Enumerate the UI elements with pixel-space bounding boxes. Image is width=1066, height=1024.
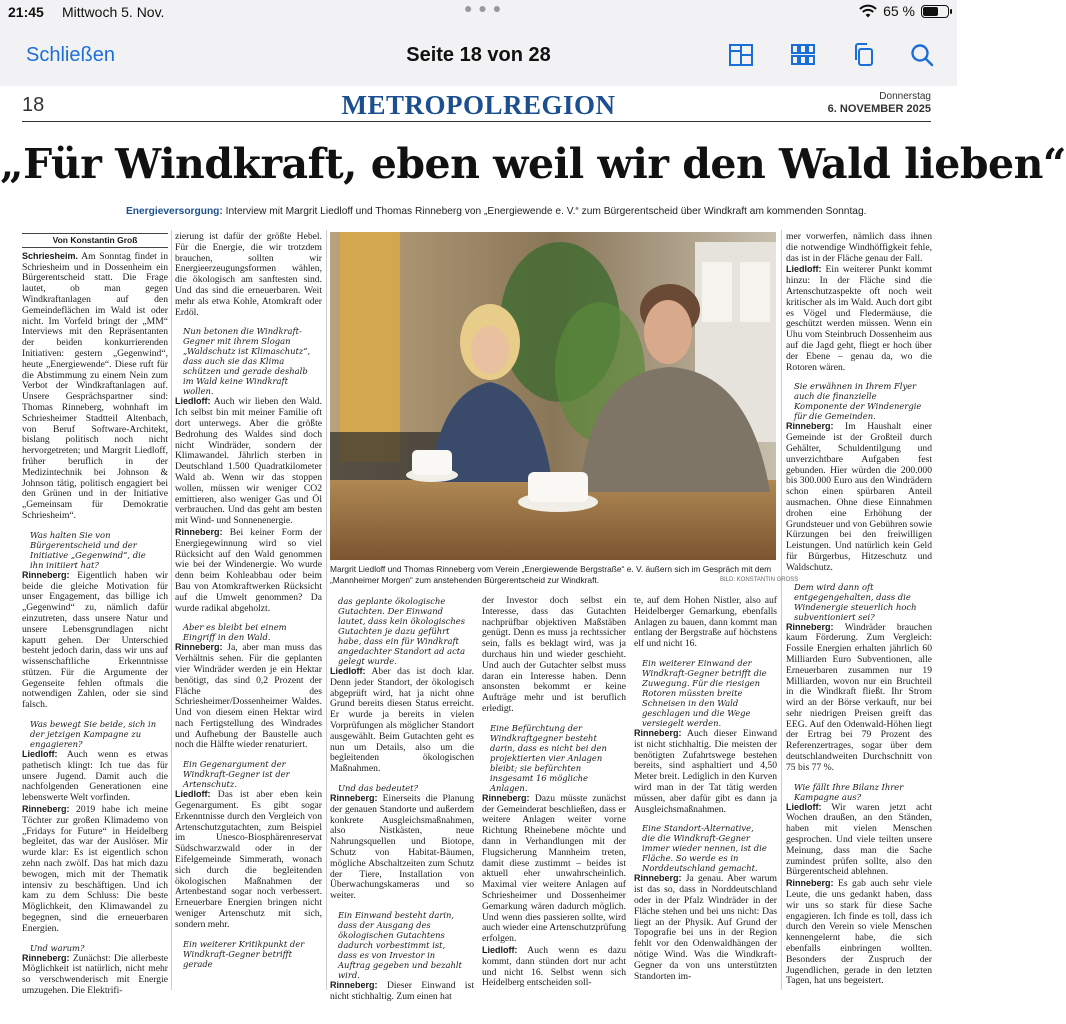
article-paragraph xyxy=(634,728,777,815)
paragraph-text: 2019 habe ich meine Töchter zur großen Klimademo von „Fridays for Future“ in Heidelberg begleitet, das war der Auslöser. Mir wurde klar: Es ist eigentlich schon zehn nach zwölf. Das hat mich dazu bewogen, mich mit der Thematik intensiv zu beschäftigen. Und ich kam zu dem Schluss: Die beste Möglichkeit, den Klimawandel zu begegnen, sind die erneuerbaren Energien. xyxy=(22,804,168,934)
speaker-name: Rinneberg: xyxy=(22,952,70,963)
photo-caption: Margrit Liedloff und Thomas Rinneberg vom Verein „Energiewende Bergstraße“ e. V. äußern sich im Gespräch mit dem „Mannheimer Morgen“ zum anstehenden Bürgerentscheid zur Windkraft. xyxy=(330,564,772,585)
article-paragraph xyxy=(22,251,168,522)
speaker-name: Liedloff: xyxy=(786,264,822,275)
issue-date xyxy=(828,91,931,115)
interview-question: Aber es bleibt bei einem Eingriff in den Wald. xyxy=(183,622,287,643)
kicker-text: Interview mit Margrit Liedloff und Thomas Rinneberg von „Energiewende e. V.“ zum Bürgerentscheid über Windkraft am kommenden Sonntag. xyxy=(222,206,867,217)
paragraph-text: Am Sonntag findet in Schriesheim und in Dossenheim ein Bürgerentscheid statt. Die Frage lautet, ob man gegen Windkraftanlagen auf den Gemeindeflächen im Wald ist oder nicht. Im Vorfeld bringt der „MM“ Interviews mit den Repräsentanten der beiden konkurrierenden Initiativen: gestern „Gegenwind“, heute „Energiewende“. Diese ruft für die Abstimmung zu einem Nein zum Verbot der Windkraftanlagen auf. Unsere Gesprächspartner sind: Thomas Rinneberg, wohnhaft im Schriesheimer Stadtteil Altenbach, von Beruf Software-Architekt, bislang politisch noch nicht hervorgetreten; und Margrit Liedloff, früher beruflich in der Medizintechnik bei Johnson & Johnson tätig, politisch engagiert bei den Grünen und in der Initiative „Gemeinsam für Demokratie Schriesheim“. xyxy=(22,250,168,521)
article-column-1 xyxy=(22,233,168,997)
article-headline: „Für Windkraft, eben weil wir den Wald lieben“ xyxy=(0,140,1066,188)
speaker-name: Rinneberg: xyxy=(786,621,834,632)
paragraph-text: Im Haushalt einer Gemeinde ist der Großteil durch Gehälter, Schuldentilgung und unverzichtbare Aufgaben fest gebunden. Hier würden die 200.000 bis 300.000 Euro aus den Windrädern schon einen spürbaren Anteil ausmachen. Ohne diese Einnahmen drohen eine Erhöhung der Grundsteuer und von Gebühren sowie Kürzungen bei den freiwilligen Leistungen. Und natürlich kein Geld für Bürgerbus, Hitzeschutz und Waldschutz. xyxy=(786,421,933,573)
speaker-name: Rinneberg: xyxy=(22,569,70,580)
article-paragraph xyxy=(482,945,626,989)
article-column-2 xyxy=(175,232,322,969)
paragraph-text: Auch wir lieben den Wald. Ich selbst bin mit meiner Familie oft dort unterwegs. Aber die größte Bedrohung des Waldes sind doch nicht Windräder, sondern der Klimawandel. Jährlich sterben in Deutschland 1.500 Quadratkilometer Wald ab. Wenn wir das stoppen wollen, müssen wir weniger CO2 emittieren, also weniger Gas und Öl verbrauchen. Und das geht am besten mit Wind- und Sonnenenergie. xyxy=(175,396,322,527)
newspaper-page[interactable] xyxy=(0,86,1066,1024)
multitasking-dots-icon[interactable]: ● ● ● xyxy=(464,0,503,16)
speaker-name: Liedloff: xyxy=(175,396,211,407)
article-paragraph xyxy=(175,789,322,930)
article-paragraph xyxy=(786,264,932,373)
article-paragraph xyxy=(634,596,777,650)
interview-question: Ein Einwand besteht darin, dass der Ausgang des ökologischen Gutachtens dadurch vorbestimmt ist, dass es von Investor in Auftrag gegeben und bezahlt wird. xyxy=(338,909,462,980)
article-paragraph xyxy=(175,396,322,527)
paragraph-text: Ja, aber man muss das Verhältnis sehen. Für die geplanten vier Windräder werden je ein Hektar benötigt, das sind 0,2 Prozent der Fläche des Schriesheimer/Dossenheimer Waldes. Und von diesem einen Hektar wird nach Fertigstellung des Windrades und Aufhebung der Baustelle auch noch die Hälfte wieder renaturiert. xyxy=(175,642,322,751)
photo-credit: BILD: KONSTANTIN GROSS xyxy=(720,577,799,583)
article-column-4 xyxy=(482,596,626,989)
speaker-name: Rinneberg: xyxy=(786,421,834,432)
speaker-name: Liedloff: xyxy=(482,944,518,955)
article-paragraph xyxy=(175,642,322,751)
interview-question: Was halten Sie von Bürgerentscheid und der Initiative „Gegenwind“, die ihn initiiert hat? xyxy=(30,529,146,570)
article-column-5 xyxy=(634,596,777,982)
speaker-name: Rinneberg: xyxy=(330,792,378,803)
interview-question: Was bewegt Sie beide, sich in der jetzigen Kampagne zu engagieren? xyxy=(30,719,157,750)
interview-question: Ein Gegenargument der Windkraft-Gegner ist der Artenschutz. xyxy=(183,759,290,790)
search-icon[interactable] xyxy=(908,41,936,69)
speaker-name: Rinneberg: xyxy=(786,878,834,889)
paragraph-text: Ein weiterer Punkt kommt hinzu: In der Fläche sind die Artenschutzaspekte oft noch weit kritischer als im Wald. Auch dort gibt es Vögel und Fledermäuse, die geschützt werden müssen. Wenn ein Uhu vom Steinbruch Dossenheim aus auf die Jagd geht, fliegt er hoch über der Ebene – genau da, wo die Rotoren wären. xyxy=(786,264,932,373)
article-paragraph xyxy=(482,596,626,715)
wifi-icon xyxy=(859,5,877,18)
speaker-name: Rinneberg: xyxy=(330,979,378,990)
article-paragraph xyxy=(175,527,322,614)
paragraph-text: Dazu müsste zunächst der Gemeinderat beschließen, dass er weitere Anlagen weiter vorne Richtung Rheinebene möchte und dann in Verhandlungen mit der Flugsicherung Mannheim treten, damit diese zustimmt – beides ist aktuell eher unwahrscheinlich. Maximal vier weitere Anlagen auf Schriesheimer und Dossenheimer Gemarkung wären dadurch möglich. Und wenn dies passieren sollte, wird auch wieder eine Artenschutzprüfung erfolgen. xyxy=(482,792,626,945)
speaker-name: Rinneberg: xyxy=(634,727,682,738)
viewer-toolbar xyxy=(0,24,957,87)
speaker-name: Liedloff: xyxy=(175,789,211,800)
interview-question: Und das bedeutet? xyxy=(338,782,418,793)
print-page-number: 18 xyxy=(22,94,45,116)
page-indicator: Seite 18 von 28 xyxy=(406,44,551,66)
page-layout-icon[interactable] xyxy=(727,41,755,69)
interview-question: das geplante ökologische Gutachten. Der Einwand lautet, dass kein ökologisches Gutachten je dazu geführt habe, dass ein für Windkraft angedachter Standort ad acta gelegt wurde. xyxy=(338,596,466,666)
section-title: METROPOLREGION xyxy=(341,90,616,120)
battery-percent: 65 % xyxy=(883,3,915,19)
speaker-name: Rinneberg: xyxy=(175,526,223,537)
speaker-name: Liedloff: xyxy=(786,801,822,812)
paragraph-text: Auch wenn es etwas pathetisch klingt: Ich tue das für unsere Jugend. Damit auch die nachfolgenden Generationen eine lebenswerte Welt vorfinden. xyxy=(22,749,168,804)
article-photo[interactable] xyxy=(330,232,776,560)
speaker-name: Schriesheim. xyxy=(22,250,79,261)
article-column-3 xyxy=(330,596,474,1003)
article-paragraph xyxy=(634,873,777,982)
speaker-name: Rinneberg: xyxy=(482,792,530,803)
byline: Von Konstantin Groß xyxy=(22,233,168,248)
article-paragraph xyxy=(22,570,168,711)
interview-question: Eine Standort-Alternative, die die Windkraft-Gegner immer wieder nennen, ist die Fläche. So werde es in Norddeutschland gemacht. xyxy=(642,823,767,874)
interview-question: Eine Befürchtung der Windkraftgegner besteht darin, dass es nicht bei den projektierten vier Anlagen bleibt; sie befürchten insgesamt 16 mögliche Anlagen. xyxy=(490,722,607,793)
paragraph-text: Auch wenn es dazu kommt, dann stünden dort nur acht und nicht 16. Selbst wenn sich Heidelberg entscheiden soll- xyxy=(482,944,626,989)
article-paragraph xyxy=(786,622,932,774)
header-rule xyxy=(22,121,931,122)
article-paragraph xyxy=(786,878,932,987)
grid-icon[interactable] xyxy=(789,41,817,69)
article-paragraph xyxy=(175,232,322,318)
paragraph-text: Zunächst: Die allerbeste Möglichkeit ist natürlich, nicht mehr so verschwenderisch mit Energie umzugehen. Die Elektrifi- xyxy=(22,952,168,997)
column-divider xyxy=(171,230,172,990)
paragraph-text: te, auf dem Hohen Nistler, also auf Heidelberger Gemarkung, ebenfalls Anlagen zu bauen, dann kommt man entlang der Bergstraße auf höchstens elf und nicht 16. xyxy=(634,595,777,650)
paragraph-text: Es gab auch sehr viele Leute, die uns gedankt haben, dass wir uns so stark für diese Sache engagieren. Ich finde es toll, dass ich durch den Verein so viele Menschen kennengelernt habe, die sich ebenfalls einbringen wollten. Besonders der Zuspruch der Jugendlichen, gerade in den letzten Tagen, hat uns begeistert. xyxy=(786,878,932,987)
paragraph-text: zierung ist dafür der größte Hebel. Für die Energie, die wir trotzdem brauchen, sollten wir Energieerzeugungsformen wählen, die ökologisch am sanftesten sind. Und das sind die erneuerbaren. Weit mehr als etwa Kohle, Atomkraft oder Erdöl. xyxy=(175,231,322,318)
issue-date-text: 6. NOVEMBER 2025 xyxy=(827,103,931,115)
article-paragraph xyxy=(786,802,932,879)
speaker-name: Rinneberg: xyxy=(22,804,70,815)
paragraph-text: mer vorwerfen, nämlich dass ihnen die notwendige Windhöffigkeit fehle, das ist in der Fläche genau der Fall. xyxy=(786,231,932,264)
speaker-name: Rinneberg: xyxy=(634,873,682,884)
interview-question: Dem wird dann oft entgegengehalten, dass die Windenergie steuerlich hoch subventioniert sei? xyxy=(794,581,917,622)
speaker-name: Rinneberg: xyxy=(175,642,223,653)
paragraph-text: Aber das ist doch klar. Denn jeder Standort, der ökologisch abgeprüft wird, hat ja nicht ohne Grund bereits diesen Status erreicht. Er wurde ja bereits in vielen Vorprüfungen als möglicher Standort ausgewählt. Beim Gutachten geht es nun um Details, also um die begleitenden ökologischen Maßnahmen. xyxy=(330,666,474,775)
speaker-name: Liedloff: xyxy=(330,666,366,676)
paragraph-text: Eigentlich haben wir beide die gleiche Motivation für unser Engagement, das billige ich „Gegenwind“ zu, nämlich dafür einzutreten, dass unsere Natur und unsere Lebensgrundlagen nicht kaputt gehen. Der Unterschied besteht jedoch darin, dass wir uns auf wissenschaftliche Erkenntnisse stützen. Für die Argumente der Gegenseite fehlen oftmals die notwendigen Zahlen, oder sie sind falsch. xyxy=(22,569,168,711)
column-divider xyxy=(326,230,327,990)
status-time: 21:45 xyxy=(8,4,44,20)
article-paragraph xyxy=(22,804,168,935)
status-right xyxy=(859,3,949,19)
status-date: Mittwoch 5. Nov. xyxy=(62,4,165,20)
close-button[interactable]: Schließen xyxy=(26,44,115,66)
article-paragraph xyxy=(22,749,168,804)
copy-pages-icon[interactable] xyxy=(850,41,878,69)
article-paragraph xyxy=(330,666,474,775)
paragraph-text: der Investor doch selbst ein Interesse, dass das Gutachten nachprüfbar objektiven Maßstäben genügt. Denn es muss ja rechtssicher sein, falls es beklagt wird, was ja durchaus hin und wieder geschieht. Und auch der Gutachter selbst muss daran ein Interesse haben. Denn ansonsten bekommt er keine Aufträge mehr und ist beruflich erledigt. xyxy=(482,595,626,714)
photo-illustration xyxy=(330,232,776,560)
paragraph-text: Dieser Einwand ist nicht stichhaltig. Zum einen hat xyxy=(330,979,474,1002)
article-column-6 xyxy=(786,232,932,987)
article-paragraph xyxy=(330,980,474,1003)
paragraph-text: Einerseits die Planung der genauen Standorte und außerdem konkrete Ausgleichsmaßnahmen, also Nistkästen, neue Nahrungsquellen und Biotope, Schutz von Habitat-Bäumen, mögliche Abschaltzeiten zum Schutz der Tiere, Installation von Überwachungskameras und so weiter. xyxy=(330,792,474,902)
paragraph-text: Windräder brauchen kaum Förderung. Zum Vergleich: Fossile Energien erhalten jährlich 60 Milliarden Euro Subventionen, alle Erneuerbaren zusammen nur 19 Milliarden, wovon nur ein Bruchteil in die Windkraft fließt. Ihr Strom wird an der Börse verkauft, nur bei sehr niedrigen Preisen greift das EEG. Auf den Odenwald-Höhen liegt der Ertrag bei 79 Prozent des Referenzertrages, sogar über dem deutschlandweiten Durchschnitt von 75 bis 77 %. xyxy=(786,621,932,773)
issue-weekday: Donnerstag xyxy=(879,91,931,102)
paragraph-text: Auch dieser Einwand ist nicht stichhaltig. Die meisten der benötigten Zufahrtswege bestehen bereits, sind asphaltiert und 4,50 Meter breit. Lediglich in den Kurven wird man in der Tat tätig werden müssen, aber dafür gibt es dann ja Ausgleichsmaßnahmen. xyxy=(634,727,777,815)
paragraph-text: Bei keiner Form der Energiegewinnung wird so viel Rücksicht auf den Wald genommen wie bei der Windenergie. Wo wurde denn beim Kohleabbau oder beim Bau von Atomkraftwerken Rücksicht auf die Umwelt genommen? Da wurde radikal abgeholzt. xyxy=(175,526,322,614)
article-paragraph xyxy=(330,793,474,902)
paragraph-text: Wir waren jetzt acht Wochen draußen, an den Ständen, haben mit vielen Menschen gesprochen. Und viele teilten unsere Meinung, dass man die Sache zumindest prüfen sollte, also den Bürgerentscheid ablehnen. xyxy=(786,801,932,878)
paragraph-text: Ja genau. Aber warum ist das so, dass in Norddeutschland oder in der Pfalz Windräder in der Fläche stehen und bei uns nicht: Das liegt an der Physik. Auf Grund der Topografie bei uns in der Region fehlt vor den Odenwaldhängen der nötige Wind. Was die Windkraft-Gegner da von uns unterstützten Standorten im- xyxy=(634,873,777,982)
kicker-label: Energieversorgung: xyxy=(126,206,223,217)
article-paragraph xyxy=(482,793,626,945)
interview-question: Nun betonen die Windkraft-Gegner mit ihrem Slogan „Waldschutz ist Klimaschutz“, dass auch sie das Klima schützen und gerade deshalb im Wald keine Windkraft wollen. xyxy=(183,326,311,397)
status-bar xyxy=(0,0,957,24)
battery-level xyxy=(923,7,938,16)
interview-question: Wie fällt Ihre Bilanz Ihrer Kampagne aus? xyxy=(794,781,904,802)
article-paragraph xyxy=(22,953,168,997)
article-paragraph xyxy=(786,421,932,573)
speaker-name: Liedloff: xyxy=(22,749,58,760)
interview-question: Und warum? xyxy=(30,942,85,953)
paragraph-text: Das ist aber eben kein Gegenargument. Es gibt sogar Erkenntnisse durch den Vergleich von Artenschutzgutachten, zum Beispiel im Unesco-Biosphärenreservat Südschwarzwald oder in der Eifelgemeinde Simmerath, wonach sich durch die begleitenden ökologischen Maßnahmen der Artenbestand sogar noch verbessert. Erneuerbare Energien bringen nicht weniger Artenschutz mit sich, sondern mehr. xyxy=(175,789,322,930)
article-paragraph xyxy=(786,232,932,264)
interview-question: Ein weiterer Kritikpunkt der Windkraft-Gegner betrifft gerade xyxy=(183,938,305,969)
column-divider xyxy=(781,230,782,990)
interview-question: Sie erwähnen in Ihrem Flyer auch die finanzielle Komponente der Windenergie für die Gemeinden. xyxy=(794,381,922,422)
battery-icon xyxy=(921,5,949,18)
interview-question: Ein weiterer Einwand der Windkraft-Gegner betrifft die Zuwegung. Für die riesigen Rotoren müssten breite Schneisen in den Wald geschlagen und die Wege versiegelt werden. xyxy=(642,657,767,728)
article-kicker xyxy=(126,206,866,217)
